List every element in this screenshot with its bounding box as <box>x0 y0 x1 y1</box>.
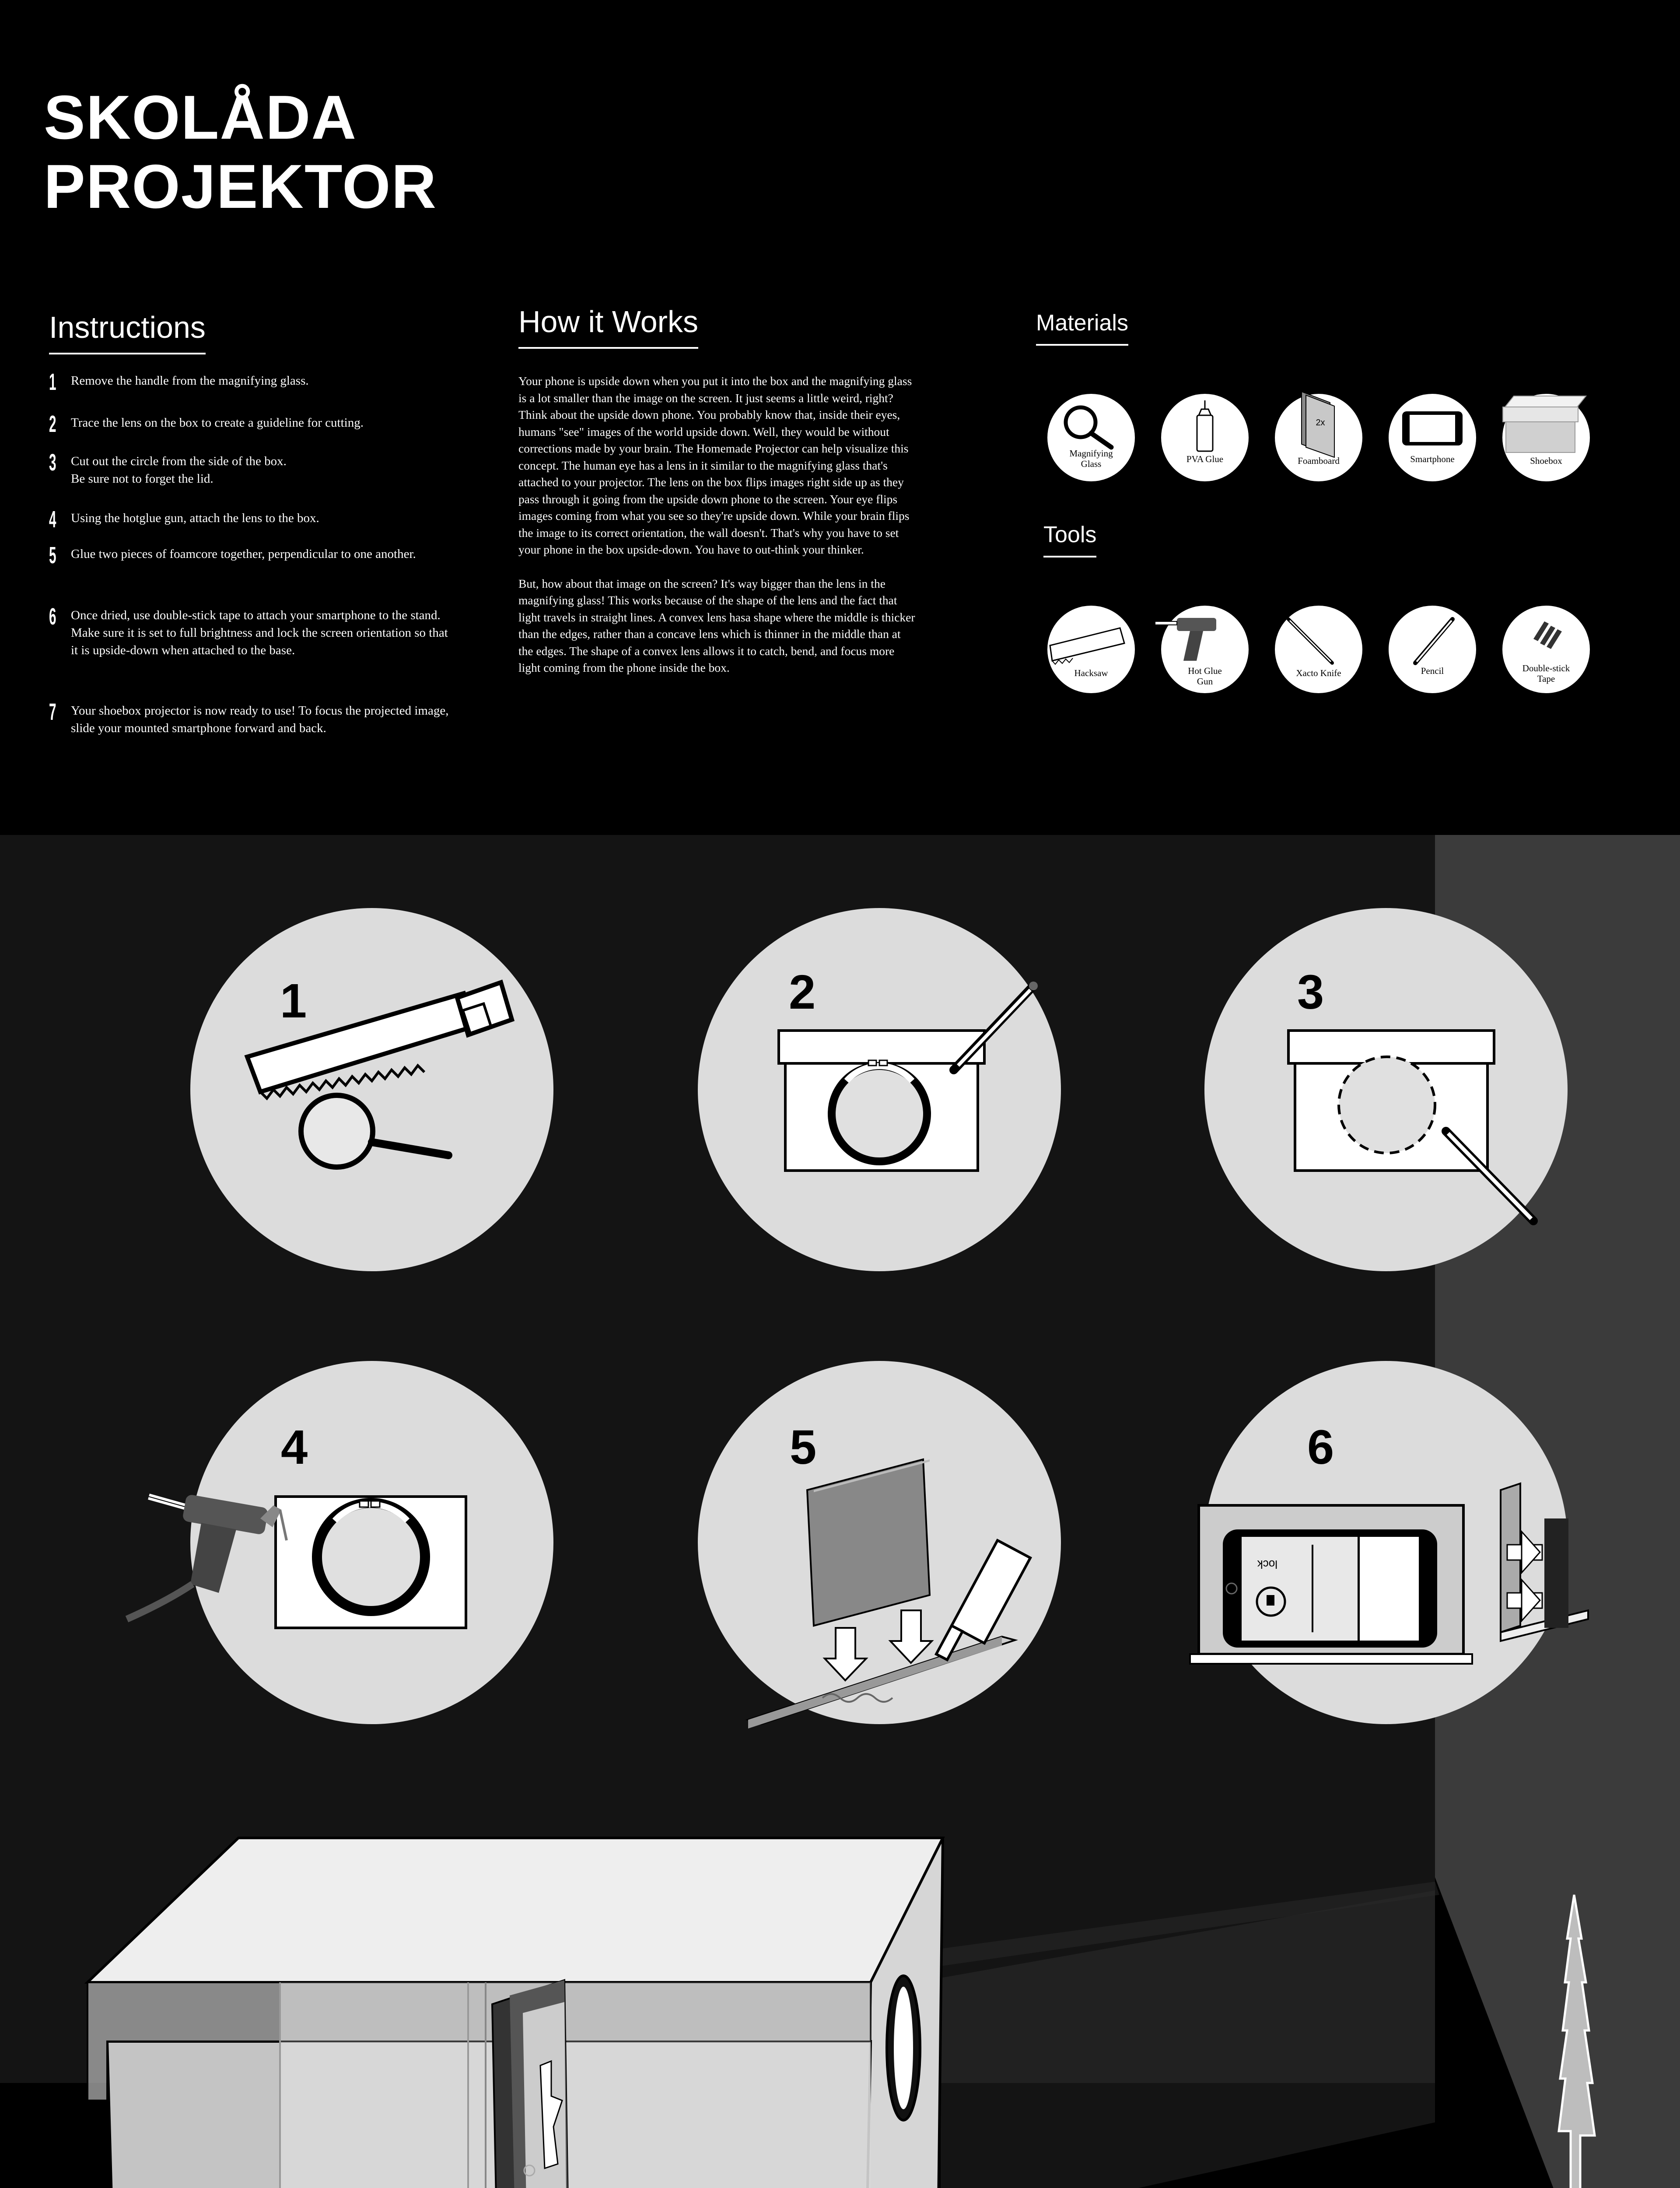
foamboard-badge: 2x <box>1316 418 1325 428</box>
tool-double-stick-tape <box>1502 605 1591 694</box>
step-text-line-2: Be sure not to forget the lid. <box>71 472 214 486</box>
diagram-step-number: 6 <box>1307 1420 1334 1474</box>
step-text: Trace the lens on the box to create a guideline for cutting. <box>71 416 364 430</box>
tool-hacksaw <box>1046 605 1136 694</box>
how-it-works-paragraph-1: Your phone is upside down when you put it into the box and the magnifying glass is a lot smaller than the image on the screen. It just seems a little weird, right? Think about the upside down phone. You probably know that, inside their eyes, humans "see" images of the world upside down. Well, they would be without corrections made by your brain. The Homemade Projector can help visualize this concept. The human eye has a lens in it similar to the magnifying glass that's attached to your projector. The lens on the box flips images right side up as they pass through it going from the upside down phone to the screen. Your eye flips images coming from what you see so they're upside down. While your brain flips the image to its correct orientation, the wall doesn't. That's why you have to set your phone in the box upside-down. You have to out-think your thinker. <box>518 374 912 556</box>
how-it-works-heading: How it Works <box>518 304 698 349</box>
diagram-step-number: 2 <box>789 965 816 1019</box>
shoebox-projector-assembly <box>88 1838 943 2188</box>
shoebox-icon <box>1503 396 1586 452</box>
material-label: Shoebox <box>1530 456 1562 466</box>
smartphone-icon <box>1223 1529 1437 1648</box>
material-label-line-2: Glass <box>1081 459 1102 469</box>
step-number: 5 <box>49 542 56 568</box>
step-number: 2 <box>49 411 56 437</box>
step-text: Glue two pieces of foamcore together, perpendicular to one another. <box>71 547 416 561</box>
tool-label: Xacto Knife <box>1296 668 1341 678</box>
material-shoebox <box>1502 393 1591 482</box>
tool-pencil <box>1388 605 1477 694</box>
tool-label-line-2: Gun <box>1197 676 1213 687</box>
step-number: 4 <box>49 506 56 533</box>
step-text: Using the hotglue gun, attach the lens to the box. <box>71 511 319 525</box>
tools-heading: Tools <box>1043 522 1096 558</box>
step-text: Cut out the circle from the side of the box. <box>71 454 287 468</box>
diagram-step-3 <box>1204 908 1568 1271</box>
lens-icon <box>312 1498 430 1616</box>
material-smartphone <box>1388 393 1477 482</box>
tool-hot-glue-gun <box>1155 605 1250 694</box>
phone-screen-lock-text: lock <box>1257 1558 1278 1571</box>
cut-guide-circle <box>1339 1057 1435 1153</box>
material-label: Foamboard <box>1298 456 1340 466</box>
material-label: Magnifying <box>1069 448 1113 459</box>
diagram-step-number: 3 <box>1297 965 1324 1019</box>
smartphone-icon <box>1402 411 1463 445</box>
diagram-step-1 <box>190 908 553 1271</box>
diagram-step-number: 1 <box>280 974 307 1028</box>
step-text: Remove the handle from the magnifying glass. <box>71 374 309 388</box>
instructions-heading: Instructions <box>49 310 206 354</box>
smartphone-icon <box>492 1980 569 2188</box>
box-lid-top <box>88 1838 943 1982</box>
materials-heading: Materials <box>1036 310 1128 346</box>
material-pva-glue <box>1160 393 1250 482</box>
step-number: 1 <box>49 369 56 395</box>
tool-label-line-2: Tape <box>1537 673 1555 684</box>
material-magnifying-glass <box>1046 393 1136 482</box>
tool-label: Hacksaw <box>1074 668 1108 678</box>
tool-label: Double-stick <box>1522 663 1570 673</box>
tool-xacto-knife <box>1274 605 1363 694</box>
material-label: PVA Glue <box>1186 454 1224 464</box>
diagram-step-2 <box>698 908 1061 1271</box>
title-line-2: PROJEKTOR <box>44 152 438 221</box>
diagram-step-number: 4 <box>281 1420 308 1474</box>
tool-label: Pencil <box>1421 666 1444 676</box>
tool-label: Hot Glue <box>1188 666 1222 676</box>
step-number: 3 <box>49 449 56 476</box>
step-number: 6 <box>49 603 56 630</box>
title-line-1: SKOLÅDA <box>44 83 357 152</box>
material-foamboard <box>1274 392 1363 482</box>
step-number: 7 <box>49 699 56 725</box>
diagram-step-number: 5 <box>790 1420 817 1474</box>
step-text: Once dried, use double-stick tape to attach your smartphone to the stand. Make sure it is set to full brightness and lock the screen orientation so that it is upside-down when attached to the base. <box>71 608 448 657</box>
material-label: Smartphone <box>1410 454 1455 464</box>
step-text: Your shoebox projector is now ready to use! To focus the projected image, slide your mounted smartphone forward and back. <box>71 704 449 735</box>
how-it-works-paragraph-2: But, how about that image on the screen? It's way bigger than the lens in the magnifying glass! This works because of the shape of the lens and the fact that light travels in straight lines. A convex lens hasa shape where the middle is thicker than the edges, rather than a concave lens which is thinner in the middle than at the edges. The shape of a convex lens allows it to catch, bend, and focus more light coming from the phone inside the box. <box>518 576 915 674</box>
